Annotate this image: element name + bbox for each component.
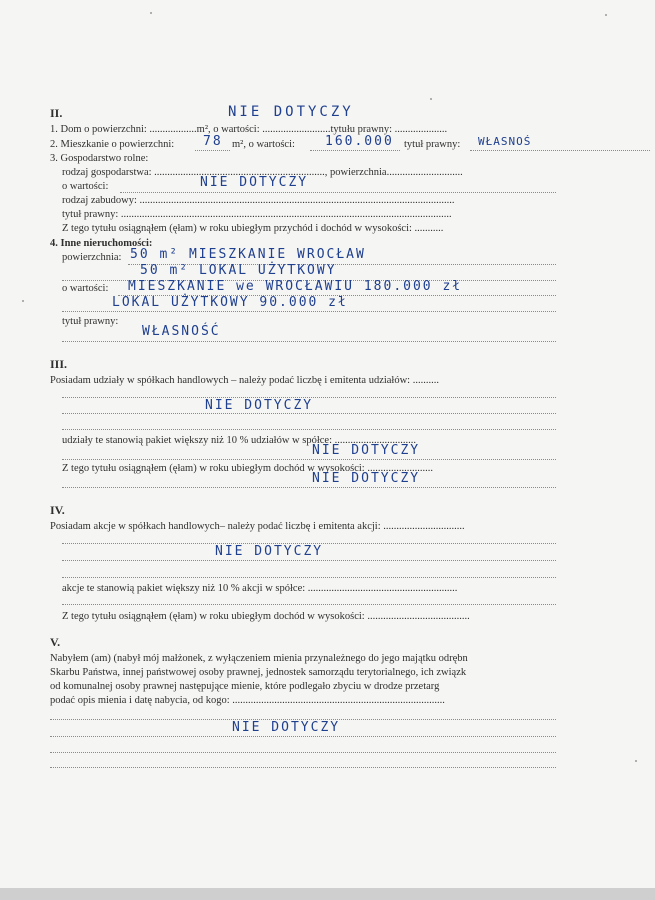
section-ii-header: II. xyxy=(50,106,63,120)
acquired-line-4: podać opis mienia i datę nabycia, od kogo: ................................................................................. xyxy=(50,695,445,706)
handwritten-area-1: 50 m² MIESZKANIE WROCŁAW xyxy=(130,247,366,262)
handwritten-acquired: NIE DOTYCZY xyxy=(232,720,341,735)
scan-speck xyxy=(430,98,432,100)
farm-income-line: Z tego tytułu osiągnąłem (ęłam) w roku ubiegłym przychód i dochód w wysokości: ........... xyxy=(62,223,444,234)
section-iii-header: III. xyxy=(50,357,68,371)
farm-title-line: tytuł prawny: .............................................................................................................................. xyxy=(62,209,452,220)
farm-type-line: rodzaj gospodarstwa: ................................................................., powierzchnia............................. xyxy=(62,167,463,178)
dotted-line xyxy=(62,459,556,460)
dotted-line xyxy=(62,341,556,342)
handwritten-area-2: 50 m² LOKAL UŻYTKOWY xyxy=(140,263,337,278)
flat-line-label: 2. Mieszkanie o powierzchni: xyxy=(50,139,175,150)
dotted-line xyxy=(195,150,230,151)
acquired-line-1: Nabyłem (am) (nabył mój małżonek, z wyłączeniem mienia przynależnego do jego majątku odrębn xyxy=(50,653,468,664)
handwritten-farm-value: NIE DOTYCZY xyxy=(200,175,309,190)
dotted-line xyxy=(470,150,650,151)
handwritten-flat-title: WŁASNOŚ xyxy=(478,135,532,148)
dotted-line xyxy=(62,413,556,414)
scan-edge xyxy=(0,888,655,900)
flat-title-label: tytuł prawny: xyxy=(404,139,461,150)
scan-speck xyxy=(605,14,607,16)
shares-packet-line: udziały te stanowią pakiet większy niż 10 % udziałów w spółce: ............................... xyxy=(62,435,417,446)
handwritten-shares-packet: NIE DOTYCZY xyxy=(312,443,421,458)
dotted-line xyxy=(120,192,556,193)
flat-value-label: m², o wartości: xyxy=(232,139,295,150)
handwritten-shares: NIE DOTYCZY xyxy=(205,398,314,413)
dotted-line xyxy=(62,577,556,578)
handwritten-flat-area: 78 xyxy=(203,134,223,149)
section-iv-header: IV. xyxy=(50,503,65,517)
handwritten-value-1: MIESZKANIE we WROCŁAWIU 180.000 zł xyxy=(128,279,463,294)
other-area-label: powierzchnia: xyxy=(62,252,122,263)
scan-speck xyxy=(150,12,152,14)
shares-income-line: Z tego tytułu osiągnąłem (ęłam) w roku ubiegłym dochód w wysokości: ......................... xyxy=(62,463,433,474)
dotted-line xyxy=(62,487,556,488)
handwritten-title-2: WŁASNOŚĆ xyxy=(142,324,221,339)
other-value-label: o wartości: xyxy=(62,283,109,294)
acquired-line-2: Skarbu Państwa, innej państwowej osoby prawnej, jednostek samorządu terytorialnego, ich związk xyxy=(50,667,467,678)
handwritten-flat-value: 160.000 xyxy=(325,134,394,149)
dotted-line xyxy=(62,429,556,430)
handwritten-stocks: NIE DOTYCZY xyxy=(215,544,324,559)
farm-buildings-line: rodzaj zabudowy: ........................................................................................................................ xyxy=(62,195,455,206)
dotted-line xyxy=(50,752,556,753)
handwritten-value-2: LOKAL UŻYTKOWY 90.000 zł xyxy=(112,295,348,310)
section-v-header: V. xyxy=(50,635,61,649)
scan-speck xyxy=(22,300,24,302)
stocks-income-line: Z tego tytułu osiągnąłem (ęłam) w roku ubiegłym dochód w wysokości: ....................................... xyxy=(62,611,470,622)
dotted-line xyxy=(310,150,400,151)
dotted-line xyxy=(50,767,556,768)
farm-label: 3. Gospodarstwo rolne: xyxy=(50,153,149,164)
stocks-packet-line: akcje te stanowią pakiet większy niż 10 % akcji w spółce: ......................................................... xyxy=(62,583,458,594)
acquired-line-3: od komunalnej osoby prawnej następujące mienie, które podlegało zbyciu w drodze przetarg xyxy=(50,681,440,692)
dotted-line xyxy=(50,736,556,737)
dotted-line xyxy=(62,604,556,605)
other-title-label: tytuł prawny: xyxy=(62,316,119,327)
handwritten-shares-income: NIE DOTYCZY xyxy=(312,471,421,486)
dotted-line xyxy=(62,560,556,561)
scan-speck xyxy=(635,760,637,762)
stocks-line: Posiadam akcje w spółkach handlowych– należy podać liczbę i emitenta akcji: ............................... xyxy=(50,521,465,532)
farm-value-label: o wartości: xyxy=(62,181,109,192)
handwritten-not-applicable: NIE DOTYCZY xyxy=(228,104,354,120)
house-area-line: 1. Dom o powierzchni: ..................m², o wartości: ..........................tytułu prawny: .................... xyxy=(50,124,448,135)
dotted-line xyxy=(62,311,556,312)
shares-line: Posiadam udziały w spółkach handlowych – należy podać liczbę i emitenta udziałów: .......... xyxy=(50,375,439,386)
other-property-label: 4. Inne nieruchomości: xyxy=(50,238,153,249)
